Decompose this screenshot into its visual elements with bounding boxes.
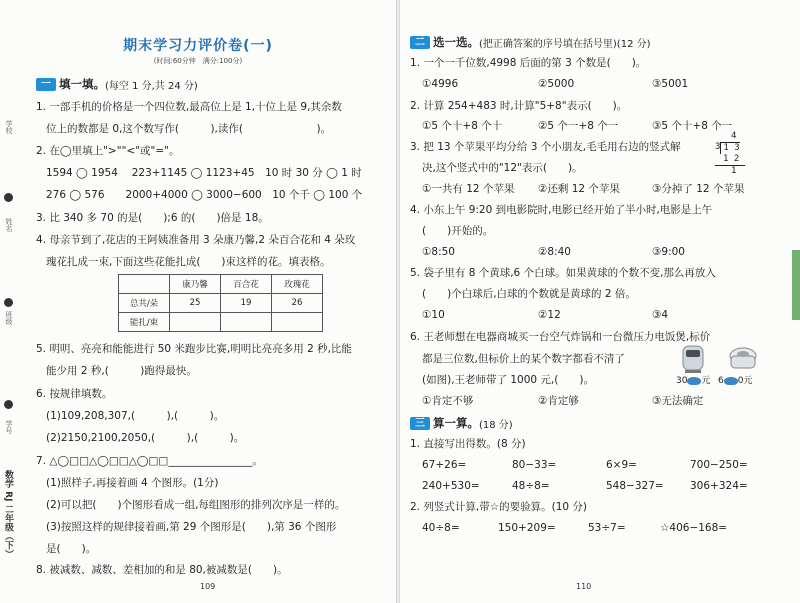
left-page (0, 0, 396, 603)
page-title: 期末学习力评价卷(一) (123, 38, 273, 54)
ink-blot-icon (724, 377, 738, 385)
choice-q5-line-1: 5. 袋子里有 8 个黄球,6 个白球。如果黄球的个数不变,那么再放入 (410, 267, 716, 279)
calc-item: 700−250= (690, 459, 748, 471)
question-3: 3. 比 340 多 70 的是( );6 的( )倍是 18。 (36, 212, 269, 224)
table-cell: 25 (170, 294, 221, 313)
price-unit: 0元 (737, 376, 753, 386)
calc-item: 240+530= (422, 480, 480, 492)
side-text: 数学 RJ 二年级（下） (3, 470, 13, 559)
long-division-figure (715, 131, 745, 177)
table-answer-cell[interactable] (170, 313, 221, 332)
section-label: 填一填。 (59, 77, 105, 91)
school-label: 学校 (5, 120, 13, 134)
calc-item: 548−327= (606, 480, 664, 492)
question-1-line-1: 1. 一部手机的价格是一个四位数,最高位上是 1,十位上是 9,其余数 (36, 101, 342, 113)
calc-q2: 2. 列竖式计算,带☆的要验算。(10 分) (410, 501, 587, 513)
page-number: 110 (576, 582, 592, 591)
calc-q1: 1. 直接写出得数。(8 分) (410, 438, 526, 450)
division-remainder: 1 (731, 166, 737, 176)
question-7: 7. △◯□□△◯□□△◯□□________________。 (36, 455, 263, 467)
binding-margin (0, 0, 24, 603)
choice-q6-line-3: (如图),王老师带了 1000 元,( )。 (422, 374, 594, 386)
flower-table (118, 274, 323, 332)
question-5-line-1: 5. 明明、亮亮和能能进行 50 米跑步比赛,明明比亮亮多用 2 秒,比能 (36, 343, 352, 355)
question-4-line-1: 4. 母亲节到了,花店的王阿姨准备用 3 朵康乃馨,2 朵百合花和 4 朵玫 (36, 234, 356, 246)
choice-q2-option-3[interactable]: ③5 个十+8 个一 (652, 120, 733, 132)
table-cell: 19 (221, 294, 272, 313)
question-6-row-1: (1)109,208,307,( ),( )。 (46, 410, 225, 422)
choice-q1: 1. 一个一千位数,4998 后面的第 3 个数是( )。 (410, 57, 647, 69)
question-7-part-3-line-2: 是( )。 (46, 543, 97, 555)
choice-q5-option-2[interactable]: ②12 (538, 309, 561, 321)
section-note: (18 分) (479, 419, 513, 431)
choice-q2-option-1[interactable]: ①5 个十+8 个十 (422, 120, 503, 132)
division-divisor: 3 (715, 142, 721, 152)
binding-hole (4, 193, 13, 202)
choice-q4-line-2: ( )开始的。 (422, 225, 494, 237)
price-unit: 元 (701, 376, 711, 386)
question-6-row-2: (2)2150,2100,2050,( ),( )。 (46, 432, 245, 444)
choice-q6-option-1[interactable]: ①肯定不够 (422, 395, 474, 407)
table-answer-cell[interactable] (272, 313, 323, 332)
choice-q1-option-3[interactable]: ③5001 (652, 78, 689, 90)
table-cell: 26 (272, 294, 323, 313)
choice-q6-line-1: 6. 王老师想在电器商城买一台空气炸锅和一台微压力电饭煲,标价 (410, 331, 711, 343)
price-prefix: 6 (718, 376, 724, 386)
section-note: (每空 1 分,共 24 分) (105, 80, 198, 92)
division-dividend: 1 3 (720, 142, 739, 154)
page-edge-decoration (792, 250, 800, 320)
id-label: 学号 (5, 420, 13, 434)
page-number: 109 (200, 582, 216, 591)
choice-q4-line-1: 4. 小东上午 9:20 到电影院时,电影已经开始了半小时,电影是上午 (410, 204, 713, 216)
question-2-row-2: 276 ◯ 576 2000+4000 ◯ 3000−600 10 个千 ◯ 100 个 (46, 189, 363, 201)
table-header-row (119, 275, 323, 294)
choice-q2: 2. 计算 254+483 时,计算"5+8"表示( )。 (410, 100, 628, 112)
binding-hole (4, 400, 13, 409)
section-badge: 二 (410, 36, 430, 49)
question-2-row-1: 1594 ◯ 1954 223+1145 ◯ 1123+45 10 时 30 分 ◯ 1 时 (46, 167, 362, 179)
calc-item: 306+324= (690, 480, 748, 492)
table-answer-cell[interactable] (221, 313, 272, 332)
question-5-line-2: 能少用 2 秒,( )跑得最快。 (46, 365, 197, 377)
choice-q3-line-2: 决,这个竖式中的"12"表示( )。 (422, 162, 583, 174)
choice-q3-option-1[interactable]: ①一共有 12 个苹果 (422, 183, 515, 195)
division-product: 1 2 (715, 154, 745, 166)
class-label: 班级 (5, 311, 13, 325)
choice-q5-option-1[interactable]: ①10 (422, 309, 445, 321)
rice-cooker-illustration (728, 346, 758, 376)
table-header-cell (119, 275, 170, 294)
question-7-part-1: (1)照样子,再接着画 4 个图形。(1分) (46, 477, 219, 489)
choice-q1-option-1[interactable]: ①4996 (422, 78, 459, 90)
choice-q2-option-2[interactable]: ②5 个一+8 个一 (538, 120, 619, 132)
table-cell: 总共/朵 (119, 294, 170, 313)
question-6: 6. 按规律填数。 (36, 388, 113, 400)
price-prefix: 30 (676, 376, 688, 386)
calc-item: 48÷8= (512, 480, 550, 492)
air-fryer-illustration (680, 344, 706, 378)
choice-q5-line-2: ( )个白球后,白球的个数就是黄球的 2 倍。 (422, 288, 636, 300)
calc-item: 150+209= (498, 522, 556, 534)
calc-item: 53÷7= (588, 522, 626, 534)
choice-q4-option-1[interactable]: ①8:50 (422, 246, 455, 258)
division-row (715, 142, 745, 154)
section-note: (把正确答案的序号填在括号里)(12 分) (479, 38, 651, 50)
calc-item: 80−33= (512, 459, 557, 471)
question-1-line-2: 位上的数都是 0,这个数写作( ),读作( )。 (46, 123, 332, 135)
choice-q6-line-2: 都是三位数,但标价上的某个数字都看不清了 (422, 353, 625, 365)
table-header-cell: 康乃馨 (170, 275, 221, 294)
choice-q6-option-3[interactable]: ③无法确定 (652, 395, 704, 407)
table-header-cell: 玫瑰花 (272, 275, 323, 294)
section-label: 算一算。 (433, 416, 479, 430)
choice-q6-option-2[interactable]: ②肯定够 (538, 395, 579, 407)
section-badge: 三 (410, 417, 430, 430)
calc-item: 40÷8= (422, 522, 460, 534)
choice-q3-option-3[interactable]: ③分掉了 12 个苹果 (652, 183, 745, 195)
section-label: 选一选。 (433, 35, 479, 49)
table-row (119, 313, 323, 332)
right-page (400, 0, 800, 603)
rice-cooker-price (718, 374, 752, 388)
question-4-line-2: 瑰花扎成一束,下面这些花能扎成( )束这样的花。填表格。 (46, 256, 331, 268)
name-label: 姓名 (5, 218, 13, 232)
question-7-part-3-line-1: (3)按照这样的规律接着画,第 29 个图形是( ),第 36 个图形 (46, 521, 337, 533)
choice-q4-option-2[interactable]: ②8:40 (538, 246, 571, 258)
table-row (119, 294, 323, 313)
choice-q3-option-2[interactable]: ②还剩 12 个苹果 (538, 183, 620, 195)
table-cell: 能扎/束 (119, 313, 170, 332)
section-header-2 (410, 34, 651, 50)
question-2: 2. 在◯里填上">""<"或"="。 (36, 145, 180, 157)
calc-item: 67+26= (422, 459, 467, 471)
question-8: 8. 被减数、减数、差相加的和是 80,被减数是( )。 (36, 564, 288, 576)
calc-item: ☆406−168= (660, 522, 728, 534)
section-header-3 (410, 415, 513, 431)
table-header-cell: 百合花 (221, 275, 272, 294)
ink-blot-icon (687, 377, 701, 385)
calc-item: 6×9= (606, 459, 637, 471)
air-fryer-price (676, 374, 710, 388)
question-7-part-2: (2)可以把( )个图形看成一组,每组图形的排列次序是一样的。 (46, 499, 346, 511)
choice-q3-line-1: 3. 把 13 个苹果平均分给 3 个小朋友,毛毛用右边的竖式解 (410, 141, 681, 153)
section-header-1 (36, 76, 198, 92)
division-quotient: 4 (731, 131, 737, 141)
choice-q4-option-3[interactable]: ③9:00 (652, 246, 685, 258)
section-badge: 一 (36, 78, 56, 91)
choice-q1-option-2[interactable]: ②5000 (538, 78, 575, 90)
choice-q5-option-3[interactable]: ③4 (652, 309, 669, 321)
binding-hole (4, 298, 13, 307)
time-score-note: (时间:60分钟 满分:100分) (153, 57, 243, 65)
